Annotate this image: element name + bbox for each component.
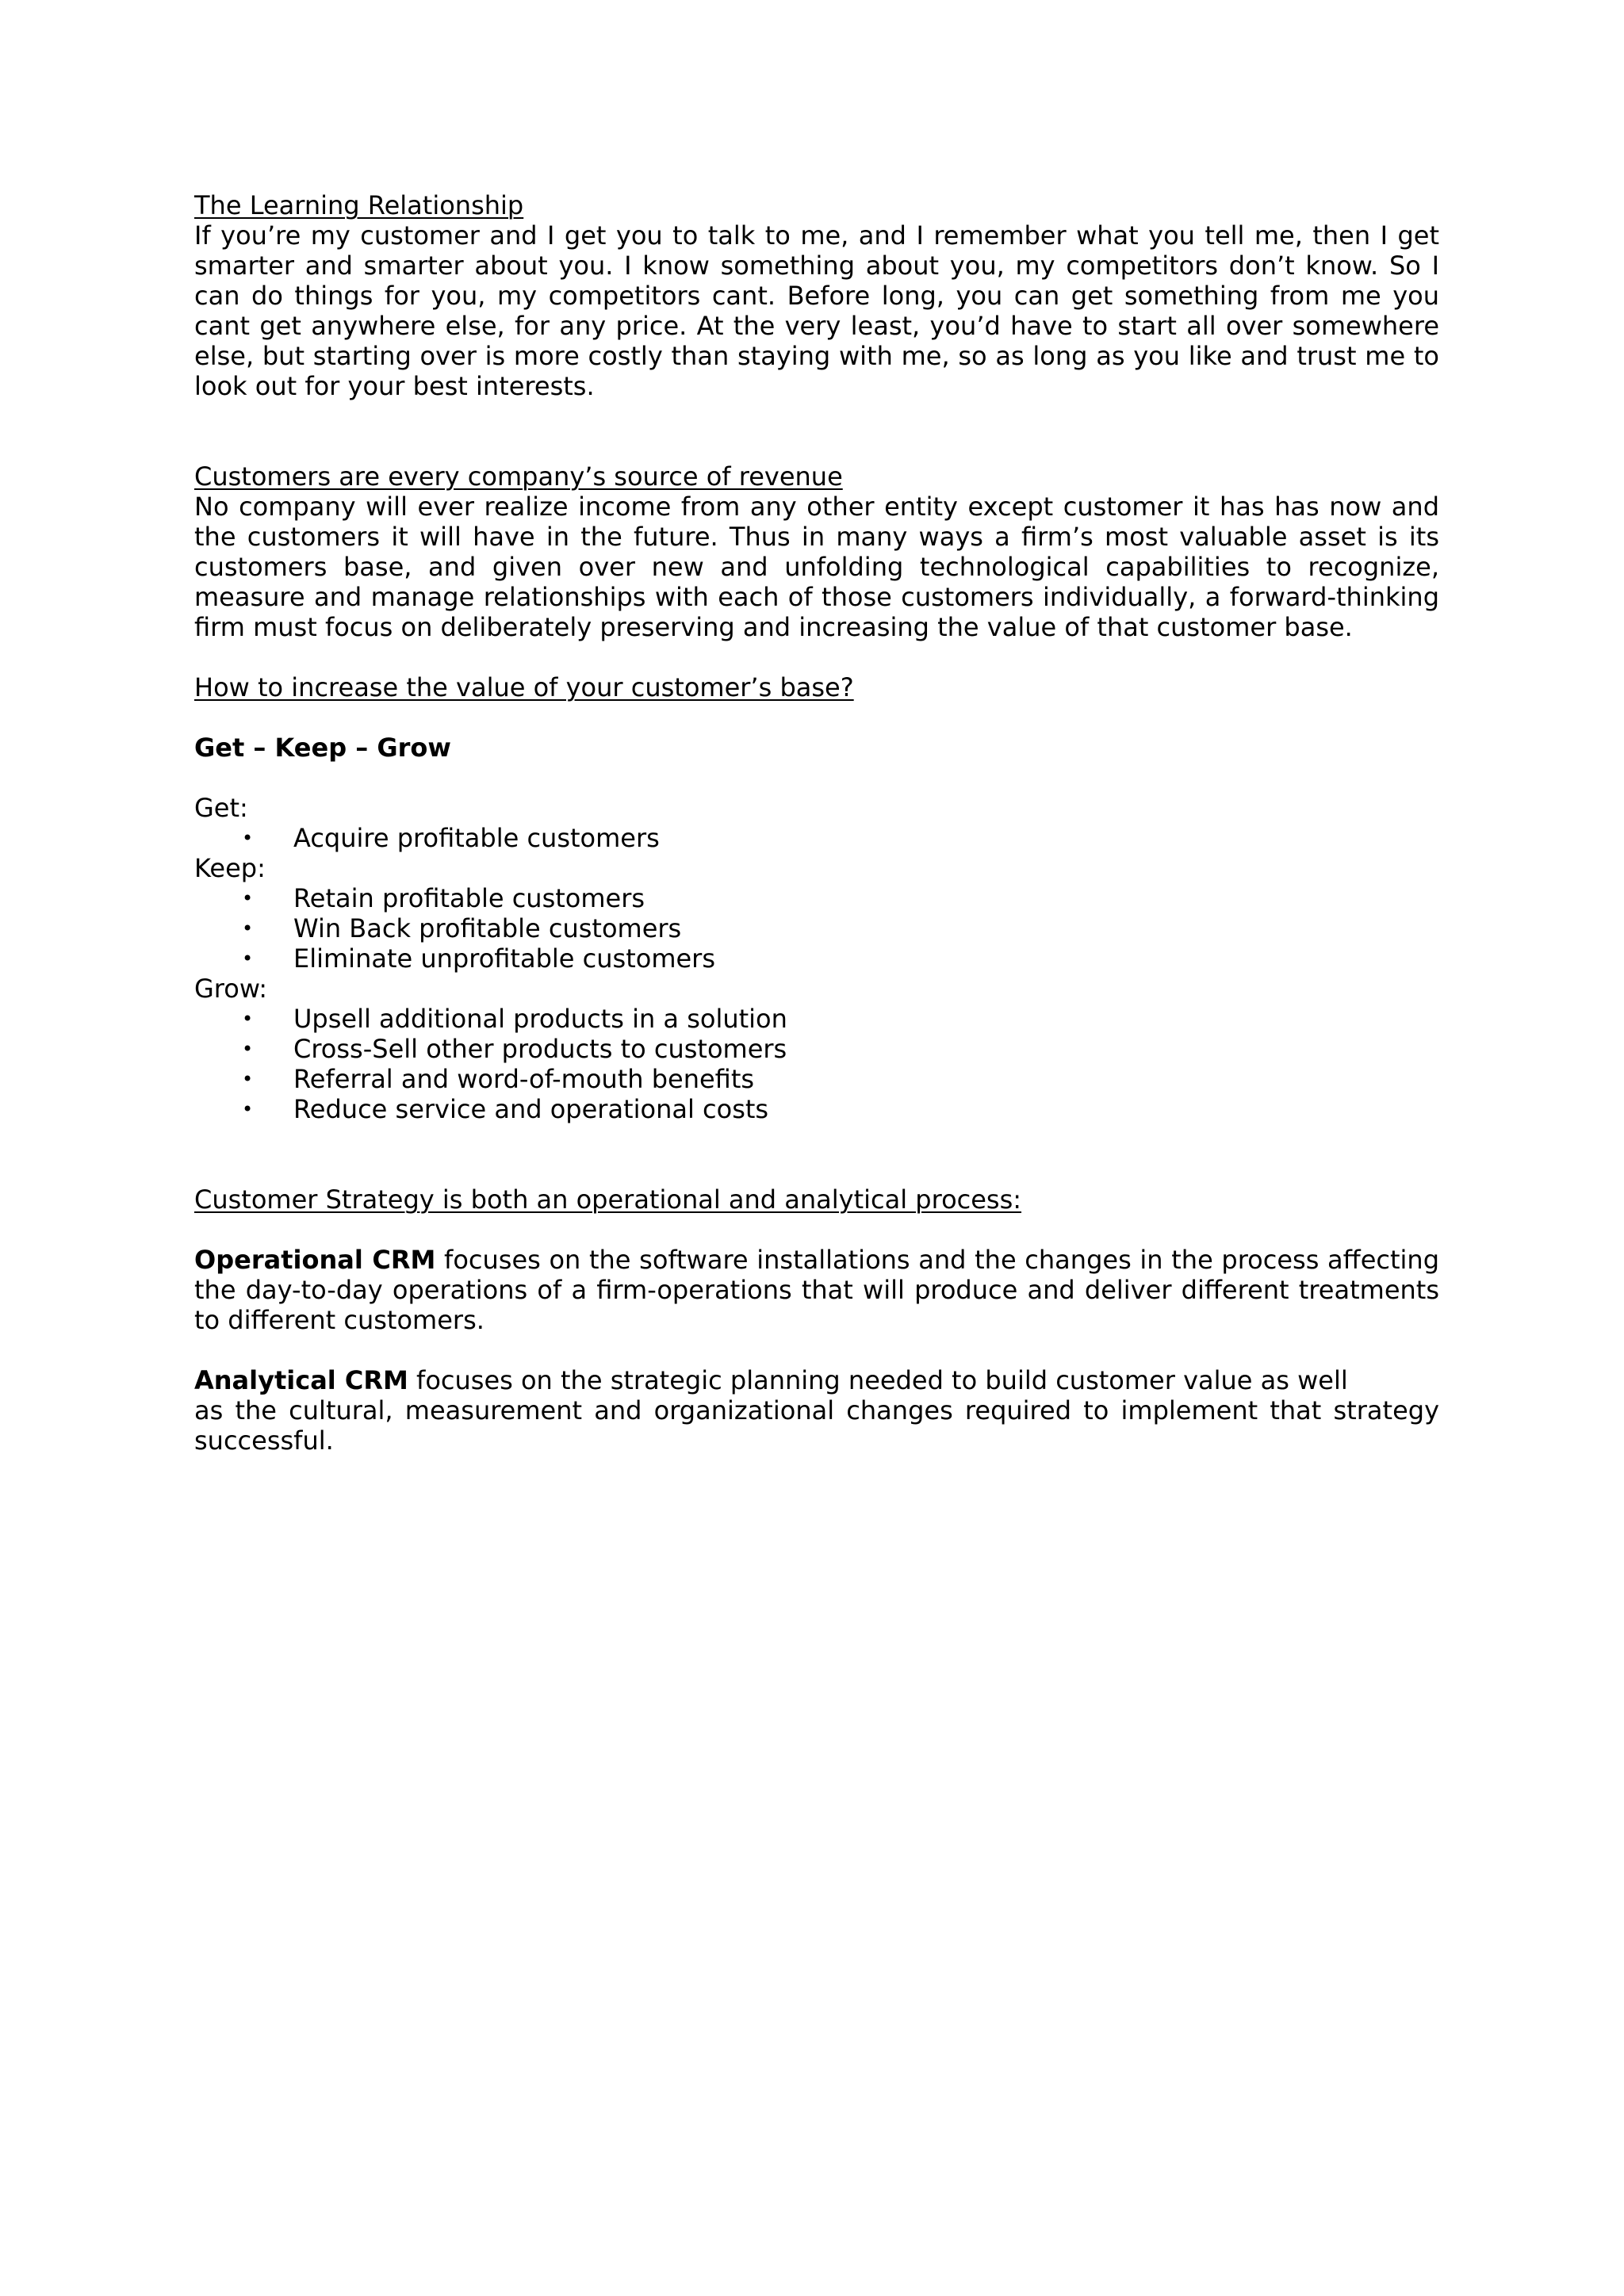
bullet-icon: • (242, 1008, 254, 1030)
list-item (194, 1064, 1439, 1094)
list-item (194, 1094, 1439, 1124)
document-page (194, 190, 1439, 1456)
spacer (194, 401, 1439, 461)
learning-body: If you’re my customer and I get you to talk to me, and I remember what you tell me, then I get smarter and smarter about you. I know something about you, my competitors don’t know. So I can do things for you, my competitors cant. Before long, you can get something from me you cant get anywhere else, for any price. At the very least, you’d have to start all over somewhere else, but starting over is more costly than staying with me, so as long as you like and trust me to look out for your best interests. (194, 220, 1439, 401)
spacer (194, 1124, 1439, 1184)
operational-crm-text: focuses on the software installations and the changes in the process affecting the day-to-day operations of a firm-operations that will produce and deliver different treatments to different customers. (194, 1245, 1440, 1335)
bullet-icon: • (242, 887, 254, 909)
learning-heading: The Learning Relationship (194, 190, 524, 220)
list-item (194, 1034, 1439, 1064)
keep-label: Keep: (194, 853, 266, 883)
list-item (194, 1004, 1439, 1034)
spacer (194, 1215, 1439, 1245)
spacer (194, 702, 1439, 733)
list-item (194, 883, 1439, 913)
grow-list (194, 1004, 1439, 1124)
keep-list (194, 883, 1439, 974)
bullet-icon: • (242, 1038, 254, 1060)
revenue-heading: Customers are every company’s source of revenue (194, 461, 843, 492)
list-item-text: Eliminate unprofitable customers (293, 943, 715, 974)
get-keep-grow-title: Get – Keep – Grow (194, 733, 451, 763)
analytical-crm-term: Analytical CRM (194, 1365, 408, 1395)
grow-label: Grow: (194, 974, 268, 1004)
increase-heading: How to increase the value of your customer’s base? (194, 672, 854, 702)
operational-crm-paragraph (194, 1245, 1439, 1335)
list-item (194, 943, 1439, 974)
list-item (194, 913, 1439, 943)
bullet-icon: • (242, 827, 254, 849)
bullet-icon: • (242, 1098, 254, 1120)
list-item-text: Win Back profitable customers (293, 913, 682, 943)
list-item-text: Upsell additional products in a solution (293, 1004, 787, 1034)
bullet-icon: • (242, 1068, 254, 1090)
analytical-crm-text-line1: focuses on the strategic planning needed to build customer value as well (408, 1365, 1348, 1395)
list-item-text: Retain profitable customers (293, 883, 645, 913)
spacer (194, 1335, 1439, 1365)
analytical-crm-text-rest: as the cultural, measurement and organizational changes required to implement that strategy successful. (194, 1395, 1439, 1456)
revenue-body: No company will ever realize income from any other entity except customer it has has now and the customers it will have in the future. Thus in many ways a firm’s most valuable asset is its customers base, and given over new and unfolding technological capabilities to recognize, measure and manage relationships with each of those customers individually, a forward-thinking firm must focus on deliberately preserving and increasing the value of that customer base. (194, 492, 1439, 642)
bullet-icon: • (242, 947, 254, 970)
list-item-text: Cross-Sell other products to customers (293, 1034, 787, 1064)
spacer (194, 763, 1439, 793)
get-label: Get: (194, 793, 248, 823)
spacer (194, 642, 1439, 672)
list-item (194, 823, 1439, 853)
analytical-crm-line1 (194, 1365, 1439, 1395)
operational-crm-term: Operational CRM (194, 1245, 436, 1275)
list-item-text: Referral and word-of-mouth benefits (293, 1064, 755, 1094)
list-item-text: Acquire profitable customers (293, 823, 660, 853)
strategy-heading: Customer Strategy is both an operational and analytical process: (194, 1184, 1022, 1215)
bullet-icon: • (242, 917, 254, 939)
list-item-text: Reduce service and operational costs (293, 1094, 769, 1124)
get-list (194, 823, 1439, 853)
